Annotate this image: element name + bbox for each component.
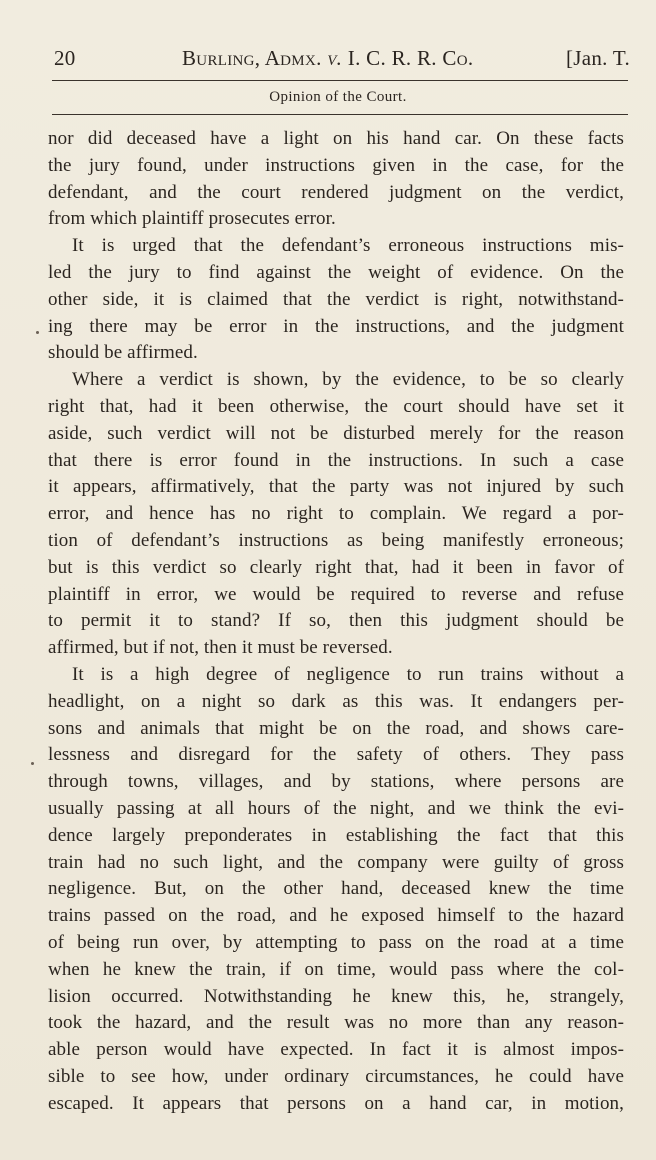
text-line: to permit it to stand? If so, then this judgment should be <box>48 610 624 632</box>
text-line: able person would have expected. In fact it is almost impos- <box>48 1039 624 1061</box>
text-line: but is this verdict so clearly right that, had it been in favor of <box>48 556 624 578</box>
text-line: ing there may be error in the instructions, and the judgment <box>48 315 624 337</box>
text-line: lessness and disregard for the safety of others. They pass <box>48 744 624 766</box>
margin-mark <box>31 762 34 765</box>
text-line: dence largely preponderates in establishing the fact that this <box>48 824 624 846</box>
running-head <box>54 46 630 76</box>
text-line: plaintiff in error, we would be required to reverse and refuse <box>48 583 624 605</box>
header-rule-top <box>52 80 628 81</box>
text-line: Where a verdict is shown, by the evidence, to be so clearly <box>72 369 624 391</box>
page-number: 20 <box>54 46 76 70</box>
text-line: sons and animals that might be on the road, and shows care- <box>48 717 624 739</box>
text-line: affirmed, but if not, then it must be reversed. <box>48 637 393 659</box>
text-line: headlight, on a night so dark as this was. It endangers per- <box>48 690 624 712</box>
text-line: It is urged that the defendant’s erroneous instructions mis- <box>72 235 624 257</box>
text-line: through towns, villages, and by stations, where persons are <box>48 771 624 793</box>
text-line: from which plaintiff prosecutes error. <box>48 208 336 230</box>
case-title-v: v. <box>327 46 343 70</box>
text-line: led the jury to find against the weight of evidence. On the <box>48 261 624 283</box>
text-line: other side, it is claimed that the verdict is right, notwithstand- <box>48 288 624 310</box>
header-rule-bottom <box>52 114 628 115</box>
text-line: train had no such light, and the company were guilty of gross <box>48 851 624 873</box>
text-line: it appears, affirmatively, that the party was not injured by such <box>48 476 624 498</box>
text-line: that there is error found in the instructions. In such a case <box>48 449 624 471</box>
text-line: escaped. It appears that persons on a hand car, in motion, <box>48 1092 624 1114</box>
text-line: tion of defendant’s instructions as being manifestly erroneous; <box>48 529 624 551</box>
text-line: aside, such verdict will not be disturbed merely for the reason <box>48 422 624 444</box>
case-title-main: Burling, Admx. <box>182 46 322 70</box>
text-line: It is a high degree of negligence to run trains without a <box>72 663 624 685</box>
text-line: trains passed on the road, and he exposed himself to the hazard <box>48 905 624 927</box>
text-line: negligence. But, on the other hand, deceased knew the time <box>48 878 624 900</box>
text-line: error, and hence has no right to complain. We regard a por- <box>48 503 624 525</box>
text-line: when he knew the train, if on time, would pass where the col- <box>48 958 624 980</box>
section-heading: Opinion of the Court. <box>269 89 407 105</box>
text-line: took the hazard, and the result was no more than any reason- <box>48 1012 624 1034</box>
text-line: of being run over, by attempting to pass on the road at a time <box>48 931 624 953</box>
text-line: lision occurred. Notwithstanding he knew this, he, strangely, <box>48 985 624 1007</box>
text-line: sible to see how, under ordinary circumstances, he could have <box>48 1065 624 1087</box>
margin-mark <box>36 331 39 334</box>
text-line: right that, had it been otherwise, the court should have set it <box>48 395 624 417</box>
text-line: usually passing at all hours of the night, and we think the evi- <box>48 797 624 819</box>
text-line: defendant, and the court rendered judgment on the verdict, <box>48 181 624 203</box>
opinion-text <box>48 126 624 1117</box>
text-line: should be affirmed. <box>48 342 198 364</box>
text-line: nor did deceased have a light on his hand car. On these facts <box>48 128 624 149</box>
case-title <box>182 46 473 71</box>
case-title-party: I. C. R. R. Co. <box>347 46 474 70</box>
text-line: the jury found, under instructions given in the case, for the <box>48 154 624 176</box>
term-label: [Jan. T. <box>565 46 630 70</box>
